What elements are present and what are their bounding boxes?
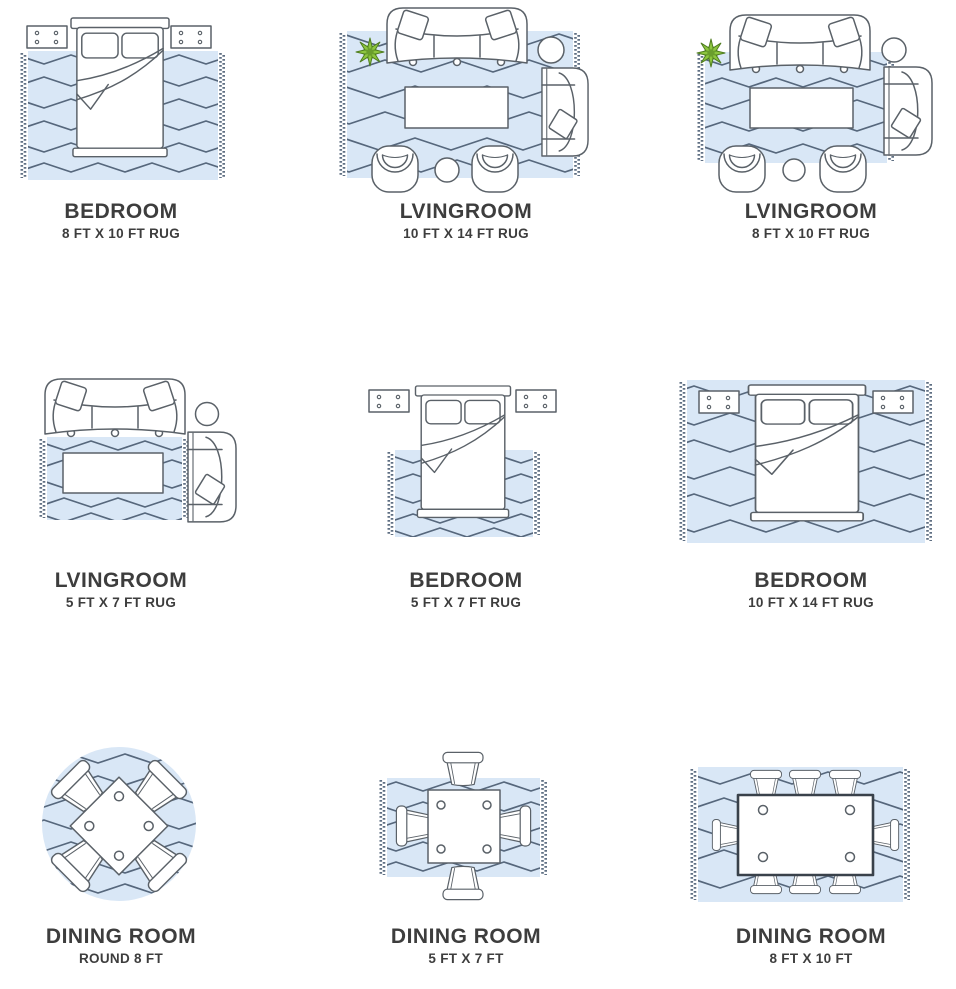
bedroom-8x10-diagram — [0, 0, 318, 200]
rug-size-label: 5 FT X 7 FT — [428, 950, 504, 966]
rug-size-label: 10 FT X 14 FT RUG — [403, 225, 529, 241]
fringe-left — [699, 54, 702, 161]
fringe-right — [221, 53, 224, 178]
nightstand-right — [516, 390, 556, 412]
room-name: BEDROOM — [754, 569, 868, 592]
sofa — [45, 379, 185, 437]
bedroom-5x7-diagram — [319, 370, 637, 570]
panel-label — [307, 201, 625, 241]
fringe-left — [692, 769, 695, 900]
rug-size-label: 8 FT X 10 FT RUG — [751, 225, 871, 241]
room-name: DINING ROOM — [390, 925, 542, 948]
bed — [416, 386, 511, 517]
livingroom-8x10-diagram — [638, 0, 956, 200]
rug-size-label: 8 FT X 10 FT RUG — [61, 225, 181, 241]
fringe-left — [389, 452, 392, 535]
side-table — [882, 38, 906, 62]
panel-label — [652, 570, 956, 610]
fringe-left — [681, 382, 684, 541]
panel-label — [307, 570, 625, 610]
livingroom-10x14-diagram — [319, 0, 637, 200]
coffee-table — [63, 453, 163, 493]
dining-5x7-diagram — [319, 720, 637, 926]
barrel-chair-right — [472, 146, 518, 192]
rug-size-label: 10 FT X 14 FT RUG — [748, 594, 874, 610]
rug-size-label: 8 FT X 10 FT — [769, 950, 853, 966]
fringe-right — [185, 439, 188, 518]
fringe-right — [543, 780, 546, 875]
bedroom-10x14-diagram — [638, 370, 956, 570]
dining-round-8-diagram — [0, 720, 318, 926]
plant — [356, 38, 384, 66]
armchair — [884, 67, 932, 155]
barrel-chair-right — [820, 146, 866, 192]
room-name: BEDROOM — [409, 569, 523, 592]
panel-label — [307, 926, 625, 966]
livingroom-5x7-diagram — [0, 370, 318, 570]
rug-size-label: ROUND 8 FT — [79, 950, 163, 966]
nightstand-left — [699, 391, 739, 413]
nightstand-right — [873, 391, 913, 413]
sofa — [730, 15, 870, 73]
panel-dining-round-8 — [0, 720, 318, 966]
fringe-right — [536, 452, 539, 535]
panel-dining-5x7 — [319, 720, 637, 966]
dining-table — [738, 795, 873, 875]
panel-label — [652, 926, 956, 966]
fringe-left — [22, 53, 25, 178]
room-name: DINING ROOM — [45, 925, 197, 948]
dining-table — [428, 790, 500, 863]
panel-label — [0, 570, 280, 610]
panel-label — [652, 201, 956, 241]
barrel-chair-left — [719, 146, 765, 192]
rug-size-label: 5 FT X 7 FT RUG — [410, 594, 522, 610]
panel-livingroom-5x7 — [0, 370, 318, 610]
panel-dining-8x10 — [638, 720, 956, 966]
armchair — [542, 68, 588, 156]
side-table — [538, 37, 564, 63]
fringe-left — [341, 33, 344, 176]
barrel-chair-left — [372, 146, 418, 192]
fringe-left — [41, 439, 44, 518]
panel-livingroom-10x14 — [319, 0, 637, 241]
ottoman — [783, 159, 805, 181]
ottoman — [435, 158, 459, 182]
room-name: DINING ROOM — [735, 925, 887, 948]
fringe-left — [381, 780, 384, 875]
plant — [697, 39, 725, 67]
room-name: LVINGROOM — [744, 200, 878, 223]
sofa — [387, 8, 527, 66]
armchair — [188, 432, 236, 522]
panel-label — [0, 926, 280, 966]
fringe-right — [906, 769, 909, 900]
room-name: BEDROOM — [64, 200, 178, 223]
dining-8x10-diagram — [638, 720, 956, 926]
nightstand-right — [171, 26, 211, 48]
nightstand-left — [27, 26, 67, 48]
panel-label — [0, 201, 280, 241]
panel-livingroom-8x10 — [638, 0, 956, 241]
coffee-table — [405, 87, 508, 128]
bed — [71, 18, 169, 157]
panel-bedroom-10x14 — [638, 370, 956, 610]
bed — [749, 385, 866, 521]
panel-bedroom-8x10 — [0, 0, 318, 241]
side-table — [196, 403, 219, 426]
room-name: LVINGROOM — [399, 200, 533, 223]
rug-size-label: 5 FT X 7 FT RUG — [65, 594, 177, 610]
nightstand-left — [369, 390, 409, 412]
coffee-table — [750, 88, 853, 128]
panel-bedroom-5x7 — [319, 370, 637, 610]
fringe-right — [928, 382, 931, 541]
room-name: LVINGROOM — [54, 569, 188, 592]
